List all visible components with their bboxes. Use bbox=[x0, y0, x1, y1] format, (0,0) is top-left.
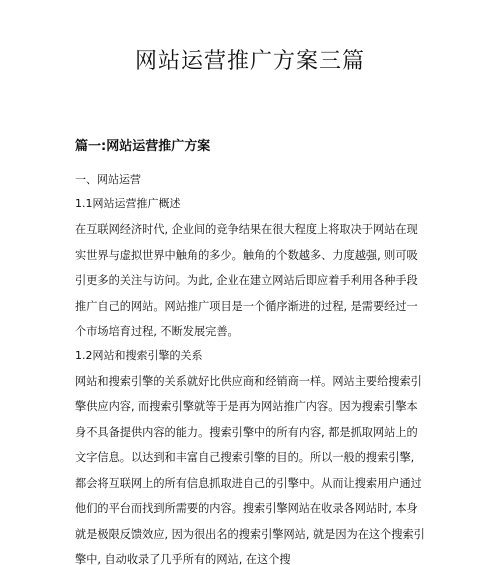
document-title: 网站运营推广方案三篇 bbox=[134, 49, 365, 74]
paragraph-overview: 在互联网经济时代, 企业间的竞争结果在很大程度上将取决于网站在现实世界与虚拟世界中触角的多少。触角的个数越多、力度越强, 则可吸引更多的关注与访问。为此, 企业在建立网站后即应着手利用各种手段推广自己的网站。网站推广项目是一个循序渐进的过程, 是需要经过一个市场培育过程, 不断发展完善。 bbox=[75, 223, 418, 338]
part-heading: 篇一:网站运营推广方案 bbox=[75, 139, 211, 154]
section-heading: 一、网站运营 bbox=[75, 173, 141, 186]
paragraph-search-engine: 网站和搜索引擎的关系就好比供应商和经销商一样。网站主要给搜索引擎供应内容, 而搜索引擎就等于是再为网站推广内容。因为搜索引擎本身不具备提供内容的能力。搜索引擎中的所有内容, 都是抓取网站上的文字信息。以达到和丰富自己搜索引擎的目的。所以一般的搜索引擎, 都会将互联网上的所有信息抓取进自己的引擎中。从而让搜索用户通过他们的平台而找到所需要的内容。搜索引擎网站在收录各网站时, 本身就是极限反馈效应, 因为很出名的搜索引擎网站, 就是因为在这个搜索引擎中, 自动收录了几乎所有的网站, 在这个搜 bbox=[75, 374, 425, 565]
subsection-heading-overview: 1.1网站运营推广概述 bbox=[75, 197, 181, 210]
subsection-heading-search-engine: 1.2网站和搜索引擎的关系 bbox=[75, 348, 203, 362]
document-body bbox=[75, 137, 425, 565]
